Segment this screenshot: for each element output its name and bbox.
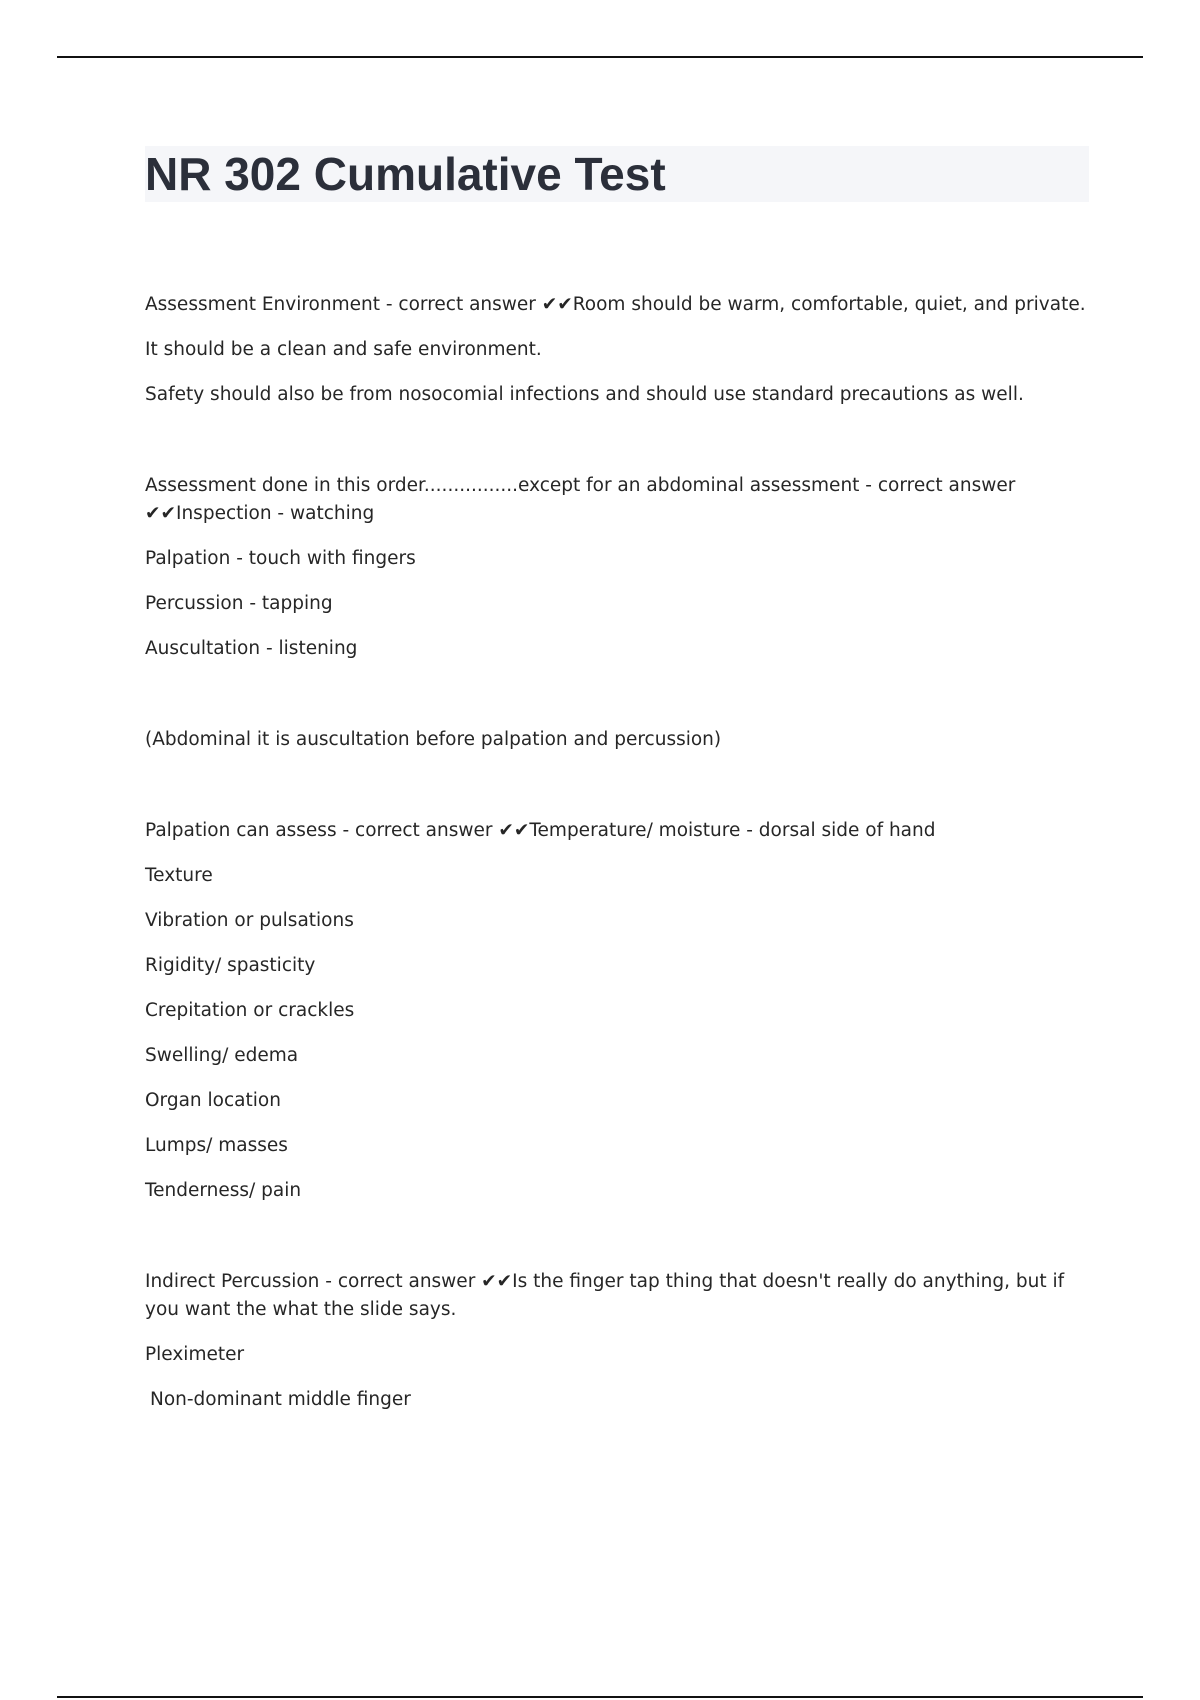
- text-line: Non-dominant middle finger: [150, 1389, 411, 1410]
- text-line: Pleximeter: [145, 1344, 245, 1365]
- text-line: Crepitation or crackles: [145, 1000, 355, 1021]
- section-gap: [145, 426, 1089, 472]
- section-gap: [145, 771, 1089, 817]
- text-line: Palpation can assess - correct answer ✔✔Temperature/ moisture - dorsal side of hand: [145, 820, 936, 841]
- section-gap: [145, 1222, 1089, 1268]
- top-rule: [57, 56, 1143, 58]
- text-line: (Abdominal it is auscultation before palpation and percussion): [145, 729, 722, 750]
- page-title: NR 302 Cumulative Test: [145, 148, 666, 200]
- text-line: Assessment Environment - correct answer ✔✔Room should be warm, comfortable, quiet, and private.: [145, 294, 1086, 315]
- text-line: Swelling/ edema: [145, 1045, 299, 1066]
- text-line: Texture: [145, 865, 213, 886]
- text-line: Indirect Percussion - correct answer ✔✔Is the finger tap thing that doesn't really do anything, but if you want the what the slide says.: [145, 1271, 1065, 1320]
- text-line: Lumps/ masses: [145, 1135, 288, 1156]
- text-line: It should be a clean and safe environment.: [145, 339, 542, 360]
- text-line: Organ location: [145, 1090, 281, 1111]
- document-body: [145, 291, 1089, 1431]
- bottom-rule: [57, 1696, 1143, 1698]
- text-line: Safety should also be from nosocomial infections and should use standard precautions as well.: [145, 384, 1024, 405]
- text-line: Tenderness/ pain: [145, 1180, 302, 1201]
- text-line: Rigidity/ spasticity: [145, 955, 316, 976]
- text-line: Palpation - touch with fingers: [145, 548, 416, 569]
- section-gap: [145, 680, 1089, 726]
- text-line: Vibration or pulsations: [145, 910, 354, 931]
- text-line: Percussion - tapping: [145, 593, 333, 614]
- text-line: Assessment done in this order................except for an abdominal assessment - correct answer ✔✔Inspection - watching: [145, 475, 1016, 524]
- text-line: Auscultation - listening: [145, 638, 358, 659]
